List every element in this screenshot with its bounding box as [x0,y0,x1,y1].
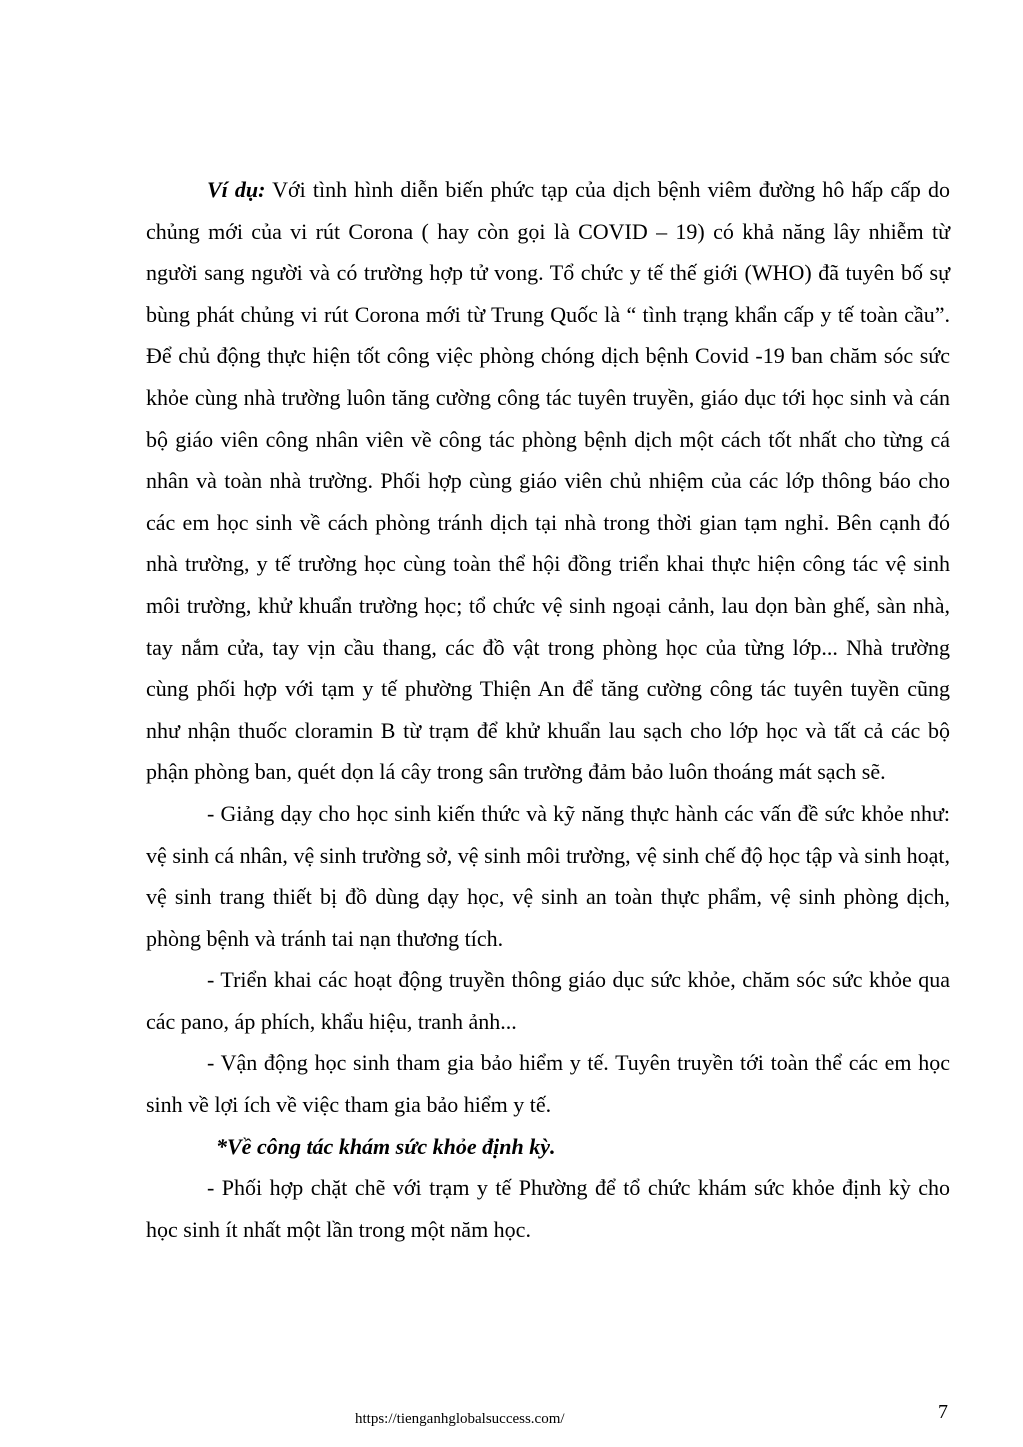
section-heading-health-checkup: *Về công tác khám sức khỏe định kỳ. [216,1133,556,1159]
document-body [146,169,950,1250]
paragraph-health-checkup: - Phối hợp chặt chẽ với trạm y tế Phường để tổ chức khám sức khỏe định kỳ cho học sinh ít nhất một lần trong một năm học. [146,1175,950,1242]
page-number: 7 [938,1401,948,1423]
paragraph-text: Với tình hình diễn biến phức tạp của dịch bệnh viêm đường hô hấp cấp do chủng mới của vi rút Corona ( hay còn gọi là COVID – 19) có khả năng lây nhiễm từ người sang người và có trường hợp tử vong. Tổ chức y tế thế giới (WHO) đã tuyên bố sự bùng phát chủng vi rút Corona mới từ Trung Quốc là “ tình trạng khẩn cấp y tế toàn cầu”. Để chủ động thực hiện tốt công việc phòng chóng dịch bệnh Covid -19 ban chăm sóc sức khỏe cùng nhà trường luôn tăng cường công tác tuyên truyền, giáo dục tới học sinh và cán bộ giáo viên công nhân viên về công tác phòng bệnh dịch một cách tốt nhất cho từng cá nhân và toàn nhà trường. Phối hợp cùng giáo viên chủ nhiệm của các lớp thông báo cho các em học sinh về cách phòng tránh dịch tại nhà trong thời gian tạm nghỉ. Bên cạnh đó nhà trường, y tế trường học cùng toàn thể hội đồng triển khai thực hiện công tác vệ sinh môi trường, khử khuẩn trường học; tổ chức vệ sinh ngoại cảnh, lau dọn bàn ghế, sàn nhà, tay nắm cửa, tay vịn cầu thang, các đồ vật trong phòng học của từng lớp... Nhà trường cùng phối hợp với tạm y tế phường Thiện An để tăng cường công tác tuyên tuyền cũng như nhận thuốc cloramin B từ trạm để khử khuẩn lau sạch cho lớp học và tất cả các bộ phận phòng ban, quét dọn lá cây trong sân trường đảm bảo luôn thoáng mát sạch sẽ. [146,177,950,785]
paragraph-communication: - Triển khai các hoạt động truyền thông giáo dục sức khỏe, chăm sóc sức khỏe qua các pano, áp phích, khẩu hiệu, tranh ảnh... [146,967,950,1034]
paragraph-example [146,169,950,793]
paragraph-lead: Ví dụ: [207,177,266,202]
footer-url[interactable]: https://tienganhglobalsuccess.com/ [355,1411,565,1427]
paragraph-insurance: - Vận động học sinh tham gia bảo hiểm y tế. Tuyên truyền tới toàn thể các em học sinh về lợi ích về việc tham gia bảo hiểm y tế. [146,1050,950,1118]
paragraph-teaching: - Giảng dạy cho học sinh kiến thức và kỹ năng thực hành các vấn đề sức khỏe như: vệ sinh cá nhân, vệ sinh trường sở, vệ sinh môi trường, vệ sinh chế độ học tập và sinh hoạt, vệ sinh trang thiết bị đồ dùng dạy học, vệ sinh an toàn thực phẩm, vệ sinh phòng dịch, phòng bệnh và tránh tai nạn thương tích. [146,800,950,951]
